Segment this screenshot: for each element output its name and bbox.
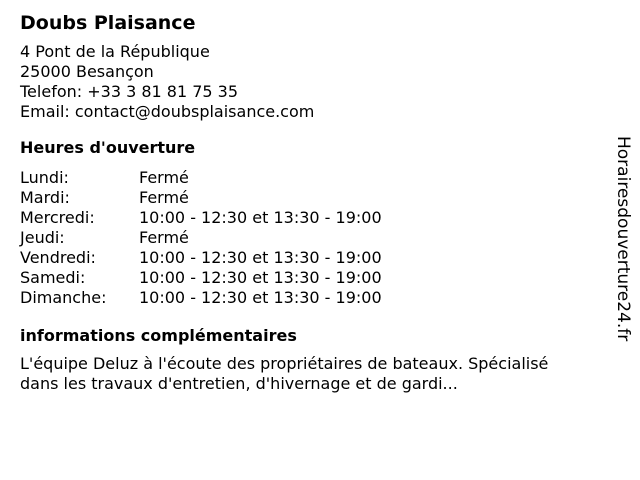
hours-row xyxy=(20,168,600,188)
business-name: Doubs Plaisance xyxy=(20,12,196,34)
info-heading: informations complémentaires xyxy=(20,326,297,345)
hours-row xyxy=(20,248,600,268)
hours-time: 10:00 - 12:30 et 13:30 - 19:00 xyxy=(139,268,382,287)
hours-day: Lundi: xyxy=(20,168,69,187)
hours-day: Samedi: xyxy=(20,268,86,287)
hours-time: 10:00 - 12:30 et 13:30 - 19:00 xyxy=(139,208,382,227)
hours-row xyxy=(20,208,600,228)
site-watermark: Horairesdouverture24.fr xyxy=(613,136,633,342)
hours-row xyxy=(20,188,600,208)
address-city: 25000 Besançon xyxy=(20,62,154,81)
hours-time: Fermé xyxy=(139,228,189,247)
hours-day: Jeudi: xyxy=(20,228,65,247)
contact-block xyxy=(20,42,600,122)
hours-row xyxy=(20,228,600,248)
hours-day: Mardi: xyxy=(20,188,70,207)
opening-hours-table xyxy=(20,168,600,308)
phone-text: Telefon: +33 3 81 81 75 35 xyxy=(20,82,239,101)
address-street: 4 Pont de la République xyxy=(20,42,210,61)
hours-time: 10:00 - 12:30 et 13:30 - 19:00 xyxy=(139,288,382,307)
hours-time: Fermé xyxy=(139,168,189,187)
business-card xyxy=(20,10,600,394)
hours-row xyxy=(20,288,600,308)
hours-heading: Heures d'ouverture xyxy=(20,138,196,157)
hours-day: Mercredi: xyxy=(20,208,95,227)
hours-row xyxy=(20,268,600,288)
hours-time: 10:00 - 12:30 et 13:30 - 19:00 xyxy=(139,248,382,267)
hours-day: Dimanche: xyxy=(20,288,107,307)
hours-time: Fermé xyxy=(139,188,189,207)
hours-day: Vendredi: xyxy=(20,248,96,267)
info-description: L'équipe Deluz à l'écoute des propriétaires de bateaux. Spécialisé dans les travaux d'entretien, d'hivernage et de gardi... xyxy=(20,354,549,393)
email-text: Email: contact@doubsplaisance.com xyxy=(20,102,315,121)
